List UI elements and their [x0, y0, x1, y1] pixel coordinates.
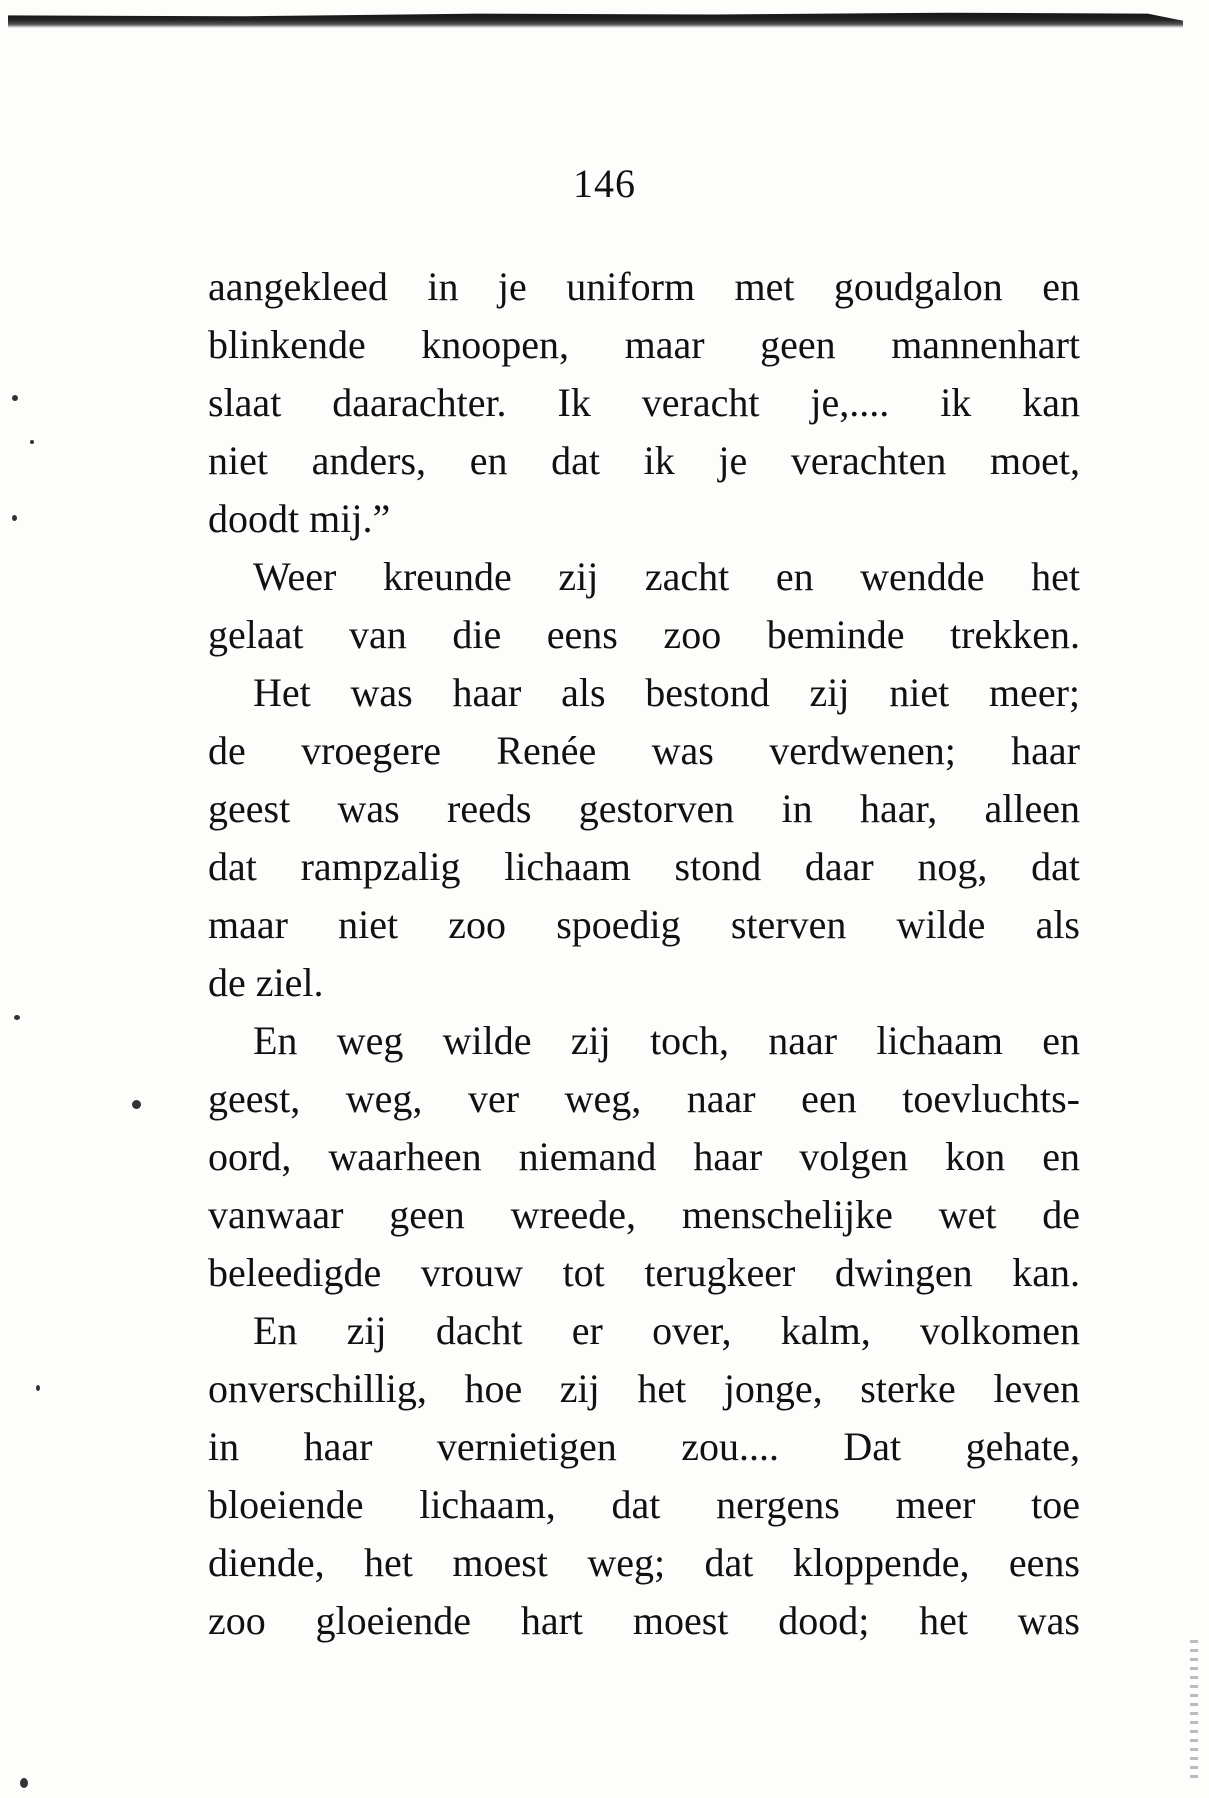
text-line: En weg wilde zij toch, naar lichaam en [253, 1018, 1080, 1063]
text-line: niet anders, en dat ik je verachten moet, [208, 438, 1080, 483]
text-line: geest was reeds gestorven in haar, alleen [208, 786, 1080, 831]
text-line: blinkende knoopen, maar geen mannenhart [208, 322, 1080, 367]
text-line: oord, waarheen niemand haar volgen kon en [208, 1134, 1080, 1179]
text-line: En zij dacht er over, kalm, volkomen [253, 1308, 1080, 1353]
page-number: 146 [573, 161, 636, 206]
text-line: slaat daarachter. Ik veracht je,.... ik kan [208, 380, 1080, 425]
text-line: onverschillig, hoe zij het jonge, sterke leven [208, 1366, 1080, 1411]
text-line: Het was haar als bestond zij niet meer; [253, 670, 1080, 715]
scan-speck [12, 395, 18, 401]
text-line: in haar vernietigen zou.... Dat gehate, [208, 1424, 1080, 1469]
text-line: aangekleed in je uniform met goudgalon en [208, 264, 1080, 309]
text-line: doodt mij.” [208, 496, 391, 541]
scan-speck [12, 515, 17, 521]
text-line: de ziel. [208, 960, 324, 1005]
text-line: de vroegere Renée was verdwenen; haar [208, 728, 1080, 773]
scan-speck [20, 1778, 28, 1788]
text-line: beleedigde vrouw tot terugkeer dwingen kan. [208, 1250, 1080, 1295]
text-line: bloeiende lichaam, dat nergens meer toe [208, 1482, 1080, 1527]
text-line: Weer kreunde zij zacht en wendde het [253, 554, 1080, 599]
scan-speck [132, 1100, 141, 1109]
scan-top-edge [8, 10, 1183, 28]
scan-speck [14, 1015, 20, 1020]
text-line: geest, weg, ver weg, naar een toevluchts- [208, 1076, 1080, 1121]
text-line: vanwaar geen wreede, menschelijke wet de [208, 1192, 1080, 1237]
scan-right-edge [1190, 1640, 1198, 1780]
text-line: dat rampzalig lichaam stond daar nog, dat [208, 844, 1080, 889]
body-text [208, 258, 1080, 1650]
text-line: diende, het moest weg; dat kloppende, eens [208, 1540, 1080, 1585]
text-line: maar niet zoo spoedig sterven wilde als [208, 902, 1080, 947]
text-line: zoo gloeiende hart moest dood; het was [208, 1598, 1080, 1643]
text-line: gelaat van die eens zoo beminde trekken. [208, 612, 1080, 657]
scan-speck [36, 1385, 40, 1391]
scan-speck [30, 440, 34, 444]
